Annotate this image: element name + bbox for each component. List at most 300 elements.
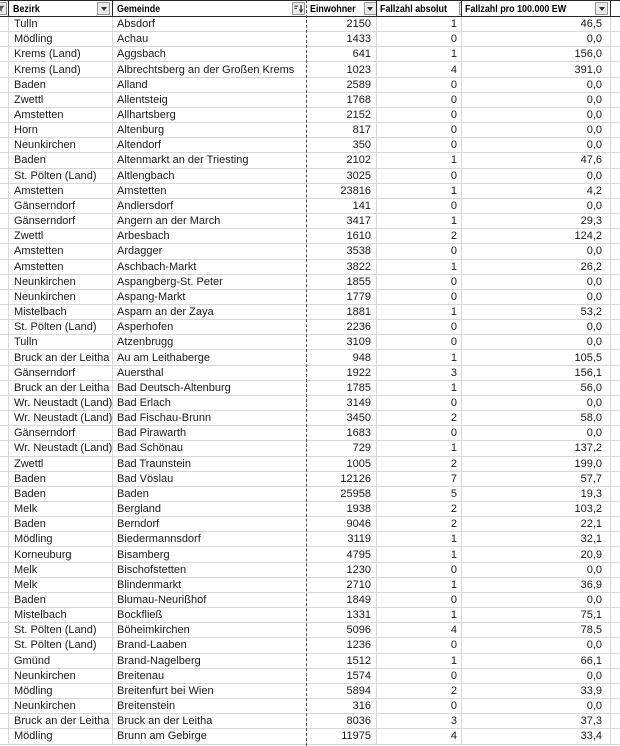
cell-fallzahl-pro-100000[interactable]: 105,5 [462,350,611,364]
cell-einwohner[interactable]: 1023 [307,62,377,76]
cell-bezirk[interactable]: Gmünd [9,654,113,668]
cell-fallzahl-absolut[interactable]: 1 [377,305,462,319]
cell-edge-left [0,654,9,668]
cell-einwohner[interactable]: 1574 [307,669,377,683]
cell-gemeinde[interactable]: Bad Schönau [117,442,184,455]
cell-fallzahl-pro-100000[interactable]: 0,0 [462,426,611,440]
cell-bezirk[interactable]: Mödling [9,729,113,743]
cell-fallzahl-absolut[interactable]: 1 [377,578,462,592]
cell-gemeinde[interactable]: Bad Pirawarth [117,427,187,440]
cell-gemeinde[interactable]: Angern an der March [117,215,221,228]
cell-fallzahl-absolut[interactable]: 0 [377,320,462,334]
cell-gemeinde[interactable]: Blumau-Neurißhof [117,594,207,607]
table-row [0,275,620,290]
cell-einwohner[interactable]: 9046 [307,517,377,531]
chevron-down-icon [367,7,373,11]
cell-gemeinde[interactable]: Bockfließ [117,609,163,622]
cell-einwohner[interactable]: 3822 [307,260,377,274]
cell-fallzahl-absolut[interactable]: 4 [377,729,462,743]
cell-einwohner[interactable]: 350 [307,138,377,152]
table-row [0,578,620,593]
cell-edge-left [0,547,9,561]
cell-bezirk[interactable]: Wr. Neustadt (Land) [9,441,113,455]
cell-bezirk[interactable]: Mödling [9,684,113,698]
cell-einwohner[interactable]: 2152 [307,108,377,122]
table-row [0,78,620,93]
table-row [0,472,620,487]
cell-einwohner[interactable]: 1005 [307,457,377,471]
table-row [0,184,620,199]
header-cell-fallzahl-pro-100000[interactable] [462,1,611,16]
cell-fallzahl-pro-100000[interactable]: 0,0 [462,669,611,683]
cell-gemeinde[interactable]: Bad Erlach [117,396,171,409]
cell-fallzahl-absolut[interactable]: 0 [377,275,462,289]
header-cell-fallzahl-absolut[interactable] [377,1,462,16]
cell-einwohner[interactable]: 2589 [307,78,377,92]
cell-gemeinde[interactable]: Altendorf [117,139,162,152]
cell-einwohner[interactable]: 3025 [307,169,377,183]
cell-gemeinde[interactable]: Asperhofen [117,321,174,334]
cell-gemeinde[interactable]: Bad Traunstein [117,457,191,470]
cell-fallzahl-pro-100000[interactable]: 36,9 [462,578,611,592]
filter-button-einwohner[interactable] [364,2,377,15]
cell-edge-right [611,320,620,334]
cell-fallzahl-pro-100000[interactable]: 22,1 [462,517,611,531]
cell-einwohner[interactable]: 1779 [307,290,377,304]
cell-fallzahl-pro-100000[interactable]: 124,2 [462,229,611,243]
cell-bezirk[interactable]: Amstetten [9,260,113,274]
cell-bezirk[interactable]: Mistelbach [9,305,113,319]
cell-einwohner[interactable]: 11975 [307,729,377,743]
cell-fallzahl-pro-100000[interactable]: 0,0 [462,78,611,92]
cell-gemeinde[interactable]: Brand-Laaben [117,639,187,652]
cell-gemeinde[interactable]: Aspang-Markt [117,290,186,303]
cell-gemeinde[interactable]: Aspangberg-St. Peter [117,275,223,288]
cell-bezirk[interactable]: Melk [9,563,113,577]
cell-edge-right [611,714,620,728]
filter-button-partial[interactable] [0,2,7,15]
table-row [0,547,620,562]
cell-fallzahl-pro-100000[interactable]: 32,1 [462,532,611,546]
cell-fallzahl-absolut[interactable]: 0 [377,78,462,92]
cell-edge-right [611,669,620,683]
cell-bezirk[interactable]: Baden [9,487,113,501]
table-row [0,487,620,502]
cell-bezirk[interactable]: Melk [9,502,113,516]
cell-bezirk[interactable]: Melk [9,578,113,592]
cell-fallzahl-absolut[interactable]: 0 [377,244,462,258]
cell-gemeinde[interactable]: Alland [117,78,148,91]
cell-edge-right [611,502,620,516]
cell-fallzahl-absolut[interactable]: 2 [377,502,462,516]
cell-fallzahl-absolut[interactable]: 3 [377,366,462,380]
cell-fallzahl-absolut[interactable]: 1 [377,153,462,167]
cell-fallzahl-pro-100000[interactable]: 4,2 [462,184,611,198]
cell-einwohner[interactable]: 1855 [307,275,377,289]
header-cell-bezirk[interactable] [9,1,113,16]
cell-fallzahl-pro-100000[interactable]: 0,0 [462,335,611,349]
cell-fallzahl-absolut[interactable]: 1 [377,260,462,274]
cell-gemeinde[interactable]: Albrechtsberg an der Großen Krems [117,63,295,76]
table-row [0,714,620,729]
cell-fallzahl-pro-100000[interactable]: 0,0 [462,290,611,304]
cell-fallzahl-pro-100000[interactable]: 0,0 [462,396,611,410]
cell-gemeinde[interactable]: Baden [117,487,149,500]
cell-einwohner[interactable]: 8036 [307,714,377,728]
cell-bezirk[interactable]: St. Pölten (Land) [9,623,113,637]
cell-einwohner[interactable]: 1512 [307,654,377,668]
cell-bezirk[interactable]: St. Pölten (Land) [9,638,113,652]
cell-edge-left [0,426,9,440]
cell-fallzahl-pro-100000[interactable]: 29,3 [462,214,611,228]
cell-fallzahl-absolut[interactable]: 1 [377,532,462,546]
cell-bezirk[interactable]: Krems (Land) [9,47,113,61]
cell-fallzahl-absolut[interactable]: 0 [377,138,462,152]
cell-gemeinde[interactable]: Auersthal [117,366,164,379]
cell-edge-left [0,78,9,92]
cell-fallzahl-absolut[interactable]: 0 [377,426,462,440]
cell-edge-right [611,638,620,652]
table-row [0,381,620,396]
cell-fallzahl-absolut[interactable]: 0 [377,669,462,683]
header-cell-partial-right [611,1,620,16]
table-row [0,305,620,320]
cell-einwohner[interactable]: 12126 [307,472,377,486]
table-row [0,229,620,244]
cell-fallzahl-absolut[interactable]: 0 [377,638,462,652]
cell-einwohner[interactable]: 23816 [307,184,377,198]
cell-bezirk[interactable]: Gänserndorf [9,214,113,228]
cell-fallzahl-absolut[interactable]: 0 [377,169,462,183]
cell-edge-right [611,199,620,213]
cell-fallzahl-pro-100000[interactable]: 58,0 [462,411,611,425]
cell-einwohner[interactable]: 2236 [307,320,377,334]
cell-fallzahl-pro-100000[interactable]: 0,0 [462,275,611,289]
cell-bezirk[interactable]: Korneuburg [9,547,113,561]
cell-bezirk[interactable]: St. Pölten (Land) [9,169,113,183]
cell-fallzahl-absolut[interactable]: 2 [377,457,462,471]
cell-bezirk[interactable]: Wr. Neustadt (Land) [9,396,113,410]
cell-fallzahl-pro-100000[interactable]: 103,2 [462,502,611,516]
cell-fallzahl-pro-100000[interactable]: 53,2 [462,305,611,319]
cell-einwohner[interactable]: 5096 [307,623,377,637]
table-row [0,729,620,744]
cell-gemeinde[interactable]: Biedermannsdorf [117,533,201,546]
cell-gemeinde[interactable]: Arbesbach [117,230,170,243]
cell-bezirk[interactable]: Tulln [9,335,113,349]
cell-einwohner[interactable]: 817 [307,123,377,137]
cell-fallzahl-absolut[interactable]: 1 [377,350,462,364]
header-cell-einwohner[interactable] [307,1,377,16]
cell-fallzahl-absolut[interactable]: 5 [377,487,462,501]
cell-edge-left [0,517,9,531]
cell-edge-right [611,108,620,122]
cell-fallzahl-absolut[interactable]: 0 [377,93,462,107]
table-row [0,108,620,123]
cell-edge-left [0,47,9,61]
table-row [0,260,620,275]
table-row [0,32,620,47]
cell-fallzahl-absolut[interactable]: 1 [377,184,462,198]
cell-fallzahl-pro-100000[interactable]: 57,7 [462,472,611,486]
cell-einwohner[interactable]: 316 [307,699,377,713]
cell-fallzahl-absolut[interactable]: 4 [377,623,462,637]
cell-gemeinde[interactable]: Bisamberg [117,548,170,561]
cell-fallzahl-pro-100000[interactable]: 37,3 [462,714,611,728]
cell-edge-right [611,563,620,577]
cell-fallzahl-absolut[interactable]: 0 [377,593,462,607]
chevron-down-icon [599,7,605,11]
filter-button-gemeinde-sorted[interactable] [292,2,305,15]
cell-gemeinde[interactable]: Aschbach-Markt [117,260,197,273]
cell-einwohner[interactable]: 2150 [307,17,377,31]
cell-gemeinde[interactable]: Breitenau [117,669,165,682]
cell-gemeinde[interactable]: Altenburg [117,124,165,137]
cell-gemeinde[interactable]: Aggsbach [117,48,166,61]
cell-bezirk[interactable]: Mödling [9,532,113,546]
cell-bezirk[interactable]: Amstetten [9,108,113,122]
cell-gemeinde[interactable]: Andlersdorf [117,199,174,212]
cell-bezirk[interactable]: Tulln [9,17,113,31]
cell-einwohner[interactable]: 2710 [307,578,377,592]
cell-fallzahl-pro-100000[interactable]: 56,0 [462,381,611,395]
cell-fallzahl-absolut[interactable]: 1 [377,381,462,395]
filter-button-fallzahl-pro-100000[interactable] [595,2,608,15]
cell-fallzahl-pro-100000[interactable]: 19,3 [462,487,611,501]
cell-einwohner[interactable]: 3119 [307,532,377,546]
cell-bezirk[interactable]: Bruck an der Leitha [9,714,113,728]
cell-fallzahl-absolut[interactable]: 1 [377,547,462,561]
cell-bezirk[interactable]: Baden [9,153,113,167]
cell-einwohner[interactable]: 1881 [307,305,377,319]
cell-edge-left [0,244,9,258]
cell-fallzahl-absolut[interactable]: 0 [377,108,462,122]
cell-einwohner[interactable]: 3149 [307,396,377,410]
cell-gemeinde[interactable]: Berndorf [117,518,160,531]
cell-fallzahl-pro-100000[interactable]: 0,0 [462,169,611,183]
cell-gemeinde[interactable]: Absdorf [117,18,155,31]
cell-einwohner[interactable]: 3109 [307,335,377,349]
cell-fallzahl-pro-100000[interactable]: 78,5 [462,623,611,637]
cell-einwohner[interactable]: 25958 [307,487,377,501]
header-cell-partial-left [0,1,9,16]
cell-edge-right [611,244,620,258]
cell-edge-left [0,17,9,31]
cell-gemeinde[interactable]: Ardagger [117,245,163,258]
cell-fallzahl-absolut[interactable]: 0 [377,563,462,577]
cell-bezirk[interactable]: Baden [9,78,113,92]
cell-edge-right [611,214,620,228]
cell-fallzahl-pro-100000[interactable]: 0,0 [462,93,611,107]
cell-fallzahl-pro-100000[interactable]: 0,0 [462,699,611,713]
cell-bezirk[interactable]: Zwettl [9,229,113,243]
cell-gemeinde[interactable]: Amstetten [117,184,167,197]
cell-einwohner[interactable]: 1683 [307,426,377,440]
cell-einwohner[interactable]: 1938 [307,502,377,516]
cell-bezirk[interactable]: Amstetten [9,184,113,198]
cell-gemeinde[interactable]: Au am Leithaberge [117,351,210,364]
cell-fallzahl-absolut[interactable]: 3 [377,714,462,728]
cell-einwohner[interactable]: 641 [307,47,377,61]
cell-bezirk[interactable]: Baden [9,517,113,531]
column-header-label: Gemeinde [117,2,161,15]
cell-bezirk[interactable]: Gänserndorf [9,199,113,213]
cell-einwohner[interactable]: 4795 [307,547,377,561]
cell-fallzahl-absolut[interactable]: 2 [377,229,462,243]
cell-fallzahl-pro-100000[interactable]: 0,0 [462,593,611,607]
cell-einwohner[interactable]: 3417 [307,214,377,228]
cell-bezirk[interactable]: Neunkirchen [9,275,113,289]
cell-edge-right [611,17,620,31]
cell-einwohner[interactable]: 1610 [307,229,377,243]
cell-fallzahl-pro-100000[interactable]: 75,1 [462,608,611,622]
cell-gemeinde[interactable]: Atzenbrugg [117,336,174,349]
cell-fallzahl-absolut[interactable]: 1 [377,441,462,455]
cell-fallzahl-absolut[interactable]: 0 [377,32,462,46]
cell-fallzahl-pro-100000[interactable]: 156,1 [462,366,611,380]
cell-edge-left [0,290,9,304]
cell-fallzahl-absolut[interactable]: 1 [377,47,462,61]
cell-einwohner[interactable]: 1849 [307,593,377,607]
cell-gemeinde[interactable]: Bischofstetten [117,563,187,576]
cell-fallzahl-pro-100000[interactable]: 391,0 [462,62,611,76]
table-row [0,320,620,335]
cell-fallzahl-pro-100000[interactable]: 0,0 [462,123,611,137]
cell-fallzahl-pro-100000[interactable]: 20,9 [462,547,611,561]
cell-einwohner[interactable]: 729 [307,441,377,455]
cell-gemeinde[interactable]: Asparn an der Zaya [117,306,214,319]
table-row [0,532,620,547]
cell-fallzahl-absolut[interactable]: 0 [377,199,462,213]
cell-edge-left [0,487,9,501]
cell-bezirk[interactable]: Krems (Land) [9,62,113,76]
cell-einwohner[interactable]: 948 [307,350,377,364]
cell-einwohner[interactable]: 5894 [307,684,377,698]
cell-fallzahl-absolut[interactable]: 2 [377,684,462,698]
cell-fallzahl-pro-100000[interactable]: 47,6 [462,153,611,167]
cell-gemeinde[interactable]: Bad Fischau-Brunn [117,412,212,425]
cell-einwohner[interactable]: 1230 [307,563,377,577]
header-cell-gemeinde[interactable] [113,1,307,16]
cell-edge-left [0,62,9,76]
cell-gemeinde[interactable]: Allhartsberg [117,109,176,122]
cell-einwohner[interactable]: 1922 [307,366,377,380]
table-row [0,366,620,381]
cell-fallzahl-pro-100000[interactable]: 0,0 [462,638,611,652]
cell-fallzahl-absolut[interactable]: 7 [377,472,462,486]
cell-fallzahl-pro-100000[interactable]: 137,2 [462,441,611,455]
cell-einwohner[interactable]: 3538 [307,244,377,258]
cell-gemeinde[interactable]: Blindenmarkt [117,578,182,591]
cell-fallzahl-absolut[interactable]: 0 [377,123,462,137]
cell-einwohner[interactable]: 1785 [307,381,377,395]
cell-gemeinde[interactable]: Brunn am Gebirge [117,730,207,743]
cell-bezirk[interactable]: Bruck an der Leitha [9,350,113,364]
cell-fallzahl-absolut[interactable]: 1 [377,17,462,31]
cell-fallzahl-absolut[interactable]: 1 [377,608,462,622]
cell-fallzahl-pro-100000[interactable]: 26,2 [462,260,611,274]
cell-fallzahl-pro-100000[interactable]: 0,0 [462,563,611,577]
cell-fallzahl-pro-100000[interactable]: 33,9 [462,684,611,698]
cell-bezirk[interactable]: Mistelbach [9,608,113,622]
cell-bezirk[interactable]: Amstetten [9,244,113,258]
cell-fallzahl-pro-100000[interactable]: 33,4 [462,729,611,743]
cell-einwohner[interactable]: 141 [307,199,377,213]
cell-bezirk[interactable]: Mödling [9,32,113,46]
cell-bezirk[interactable]: Bruck an der Leitha [9,381,113,395]
cell-fallzahl-pro-100000[interactable]: 0,0 [462,244,611,258]
cell-gemeinde[interactable]: Bruck an der Leitha [117,715,213,728]
cell-fallzahl-pro-100000[interactable]: 0,0 [462,199,611,213]
cell-fallzahl-pro-100000[interactable]: 0,0 [462,32,611,46]
cell-bezirk[interactable]: Baden [9,472,113,486]
cell-fallzahl-absolut[interactable]: 4 [377,62,462,76]
cell-gemeinde[interactable]: Bergland [117,503,162,516]
cell-bezirk[interactable]: Baden [9,593,113,607]
filter-button-bezirk[interactable] [97,2,110,15]
cell-fallzahl-absolut[interactable]: 1 [377,654,462,668]
table-row [0,623,620,638]
cell-edge-left [0,275,9,289]
cell-bezirk[interactable]: Neunkirchen [9,138,113,152]
cell-fallzahl-pro-100000[interactable]: 0,0 [462,108,611,122]
cell-gemeinde[interactable]: Bad Vöslau [117,472,174,485]
cell-gemeinde[interactable]: Bad Deutsch-Altenburg [117,381,231,394]
cell-bezirk[interactable]: Neunkirchen [9,669,113,683]
cell-fallzahl-absolut[interactable]: 0 [377,699,462,713]
cell-fallzahl-absolut[interactable]: 1 [377,214,462,228]
cell-bezirk[interactable]: St. Pölten (Land) [9,320,113,334]
table-row [0,669,620,684]
cell-gemeinde[interactable]: Breitenstein [117,700,176,713]
cell-einwohner[interactable]: 2102 [307,153,377,167]
cell-bezirk[interactable]: Gänserndorf [9,426,113,440]
cell-fallzahl-absolut[interactable]: 2 [377,411,462,425]
cell-bezirk[interactable]: Zwettl [9,93,113,107]
cell-einwohner[interactable]: 1236 [307,638,377,652]
cell-fallzahl-absolut[interactable]: 0 [377,335,462,349]
cell-bezirk[interactable]: Gänserndorf [9,366,113,380]
cell-fallzahl-pro-100000[interactable]: 46,5 [462,17,611,31]
cell-gemeinde[interactable]: Allentsteig [117,93,168,106]
cell-einwohner[interactable]: 3450 [307,411,377,425]
cell-fallzahl-pro-100000[interactable]: 156,0 [462,47,611,61]
cell-fallzahl-pro-100000[interactable]: 0,0 [462,138,611,152]
cell-einwohner[interactable]: 1768 [307,93,377,107]
cell-gemeinde[interactable]: Böheimkirchen [117,624,190,637]
cell-gemeinde[interactable]: Achau [117,33,149,46]
cell-einwohner[interactable]: 1433 [307,32,377,46]
cell-fallzahl-absolut[interactable]: 2 [377,517,462,531]
cell-fallzahl-pro-100000[interactable]: 66,1 [462,654,611,668]
cell-gemeinde[interactable]: Brand-Nagelberg [117,654,201,667]
cell-gemeinde[interactable]: Breitenfurt bei Wien [117,684,214,697]
cell-bezirk[interactable]: Horn [9,123,113,137]
cell-fallzahl-pro-100000[interactable]: 199,0 [462,457,611,471]
cell-gemeinde[interactable]: Altenmarkt an der Triesting [117,154,249,167]
cell-gemeinde[interactable]: Altlengbach [117,169,175,182]
cell-bezirk[interactable]: Neunkirchen [9,699,113,713]
cell-einwohner[interactable]: 1331 [307,608,377,622]
cell-bezirk[interactable]: Neunkirchen [9,290,113,304]
table-row [0,350,620,365]
cell-edge-left [0,578,9,592]
cell-fallzahl-absolut[interactable]: 0 [377,290,462,304]
cell-fallzahl-pro-100000[interactable]: 0,0 [462,320,611,334]
cell-bezirk[interactable]: Wr. Neustadt (Land) [9,411,113,425]
cell-fallzahl-absolut[interactable]: 0 [377,396,462,410]
cell-bezirk[interactable]: Zwettl [9,457,113,471]
